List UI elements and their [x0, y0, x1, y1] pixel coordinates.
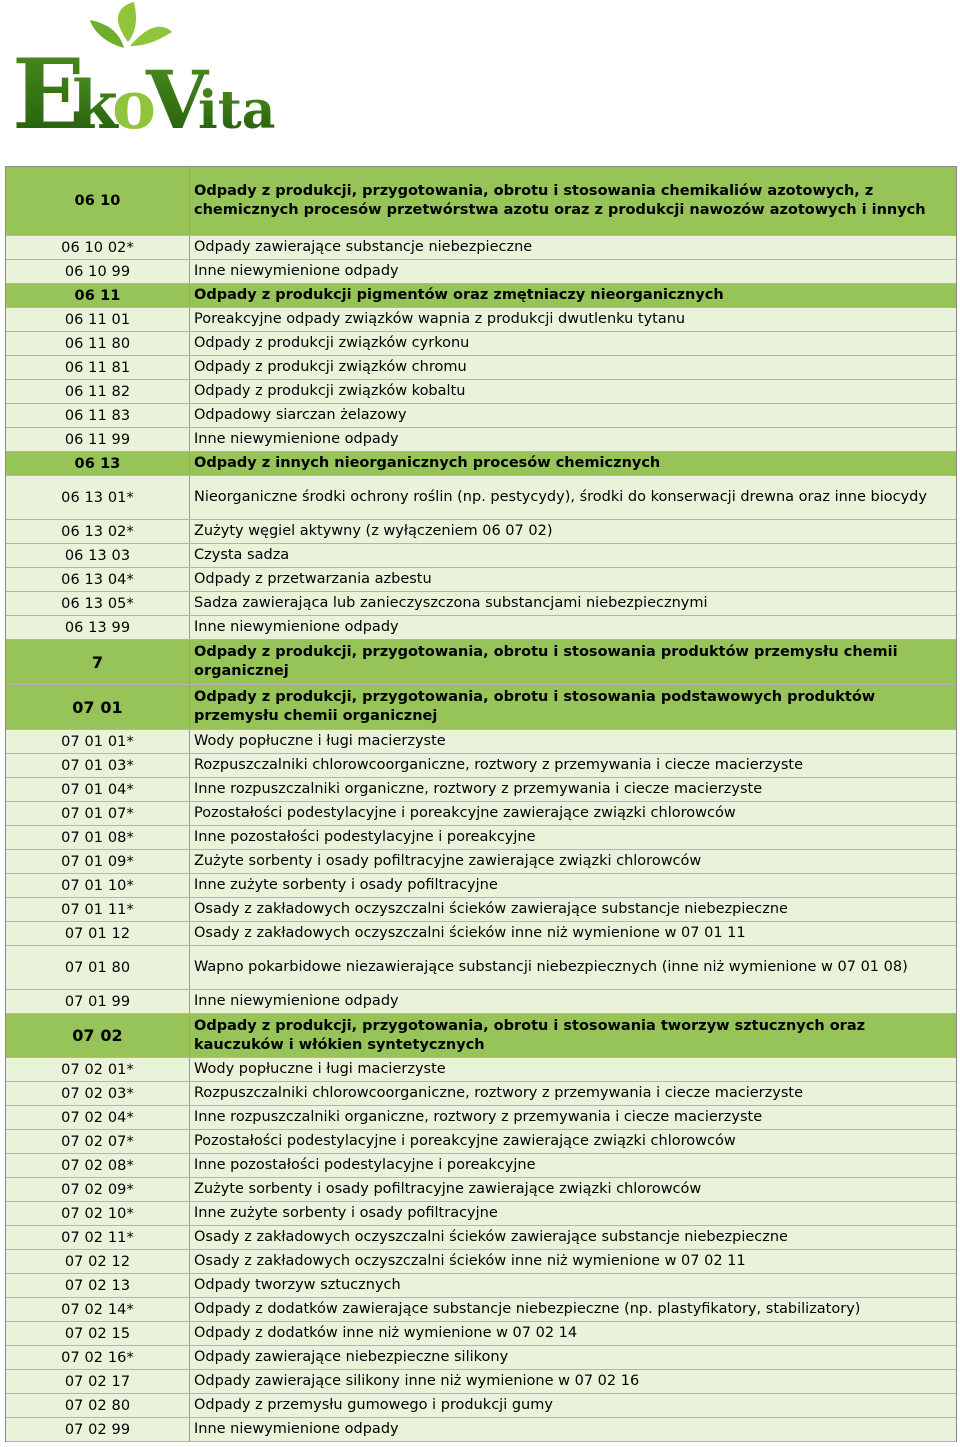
waste-code: 07 02 07* [6, 1130, 190, 1153]
svg-text:E: E [12, 38, 86, 151]
waste-description: Odpady zawierające niebezpieczne silikony [194, 1349, 509, 1365]
table-row [6, 1226, 956, 1250]
waste-description: Odpady z produkcji, przygotowania, obrotu i stosowania podstawowych produktów przemysłu chemii organicznej [194, 689, 876, 724]
waste-code: 07 01 01* [6, 730, 190, 753]
waste-description: Zużyte sorbenty i osady pofiltracyjne zawierające związki chlorowców [194, 853, 702, 869]
table-row [6, 1154, 956, 1178]
waste-code: 07 02 12 [6, 1250, 190, 1273]
waste-code: 06 13 99 [6, 616, 190, 639]
svg-text:k: k [72, 66, 118, 144]
table-row [6, 802, 956, 826]
waste-description: Inne pozostałości podestylacyjne i poreakcyjne [194, 829, 536, 845]
waste-description: Odpady z dodatków inne niż wymienione w 07 02 14 [194, 1325, 578, 1341]
table-row [6, 380, 956, 404]
table-row [6, 685, 956, 730]
waste-code: 06 13 05* [6, 592, 190, 615]
waste-code: 07 01 08* [6, 826, 190, 849]
waste-code: 07 02 10* [6, 1202, 190, 1225]
table-row [6, 1106, 956, 1130]
svg-text:ita: ita [198, 80, 276, 141]
waste-description: Inne zużyte sorbenty i osady pofiltracyjne [194, 877, 498, 893]
waste-description: Odpady z przetwarzania azbestu [194, 571, 432, 587]
waste-description: Sadza zawierająca lub zanieczyszczona substancjami niebezpiecznymi [194, 595, 708, 611]
waste-code: 07 02 14* [6, 1298, 190, 1321]
waste-code: 07 02 15 [6, 1322, 190, 1345]
table-row [6, 874, 956, 898]
waste-description: Odpady zawierające substancje niebezpieczne [194, 239, 533, 255]
waste-code-table [5, 166, 957, 1442]
waste-code: 06 11 01 [6, 308, 190, 331]
table-row [6, 1394, 956, 1418]
waste-description: Odpady z dodatków zawierające substancje niebezpieczne (np. plastyfikatory, stabilizatory) [194, 1301, 861, 1317]
waste-description: Inne zużyte sorbenty i osady pofiltracyjne [194, 1205, 498, 1221]
waste-description: Inne niewymienione odpady [194, 1421, 399, 1437]
table-row [6, 778, 956, 802]
table-row [6, 850, 956, 874]
waste-description: Wody popłuczne i ługi macierzyste [194, 733, 446, 749]
waste-description: Odpady z produkcji związków cyrkonu [194, 335, 470, 351]
waste-code: 06 11 [6, 284, 190, 307]
table-row [6, 1322, 956, 1346]
waste-description: Poreakcyjne odpady związków wapnia z produkcji dwutlenku tytanu [194, 311, 686, 327]
table-row [6, 1346, 956, 1370]
waste-description: Pozostałości podestylacyjne i poreakcyjne zawierające związki chlorowców [194, 1133, 736, 1149]
waste-description: Odpady z produkcji, przygotowania, obrotu i stosowania tworzyw sztucznych oraz kauczuków i włókien syntetycznych [194, 1017, 866, 1053]
waste-description: Rozpuszczalniki chlorowcoorganiczne, roztwory z przemywania i ciecze macierzyste [194, 757, 803, 773]
waste-description: Osady z zakładowych oczyszczalni ścieków inne niż wymienione w 07 02 11 [194, 1253, 746, 1269]
waste-code: 06 13 02* [6, 520, 190, 543]
svg-text:V: V [146, 53, 209, 147]
waste-description: Odpady tworzyw sztucznych [194, 1277, 401, 1293]
waste-description: Czysta sadza [194, 547, 290, 563]
svg-text:o: o [112, 66, 157, 144]
waste-description: Odpady z produkcji pigmentów oraz zmętniaczy nieorganicznych [194, 287, 724, 303]
waste-code: 07 02 08* [6, 1154, 190, 1177]
table-row [6, 284, 956, 308]
table-row [6, 166, 956, 236]
table-row [6, 356, 956, 380]
waste-description: Inne niewymienione odpady [194, 431, 399, 447]
waste-description: Odpady z przemysłu gumowego i produkcji gumy [194, 1397, 553, 1413]
table-row [6, 568, 956, 592]
waste-description: Odpadowy siarczan żelazowy [194, 407, 407, 423]
waste-code: 07 01 [6, 685, 190, 729]
table-row [6, 592, 956, 616]
waste-code: 07 01 80 [6, 946, 190, 989]
waste-code: 06 13 [6, 452, 190, 475]
waste-description: Wody popłuczne i ługi macierzyste [194, 1061, 446, 1077]
waste-code: 07 01 11* [6, 898, 190, 921]
waste-code: 07 01 09* [6, 850, 190, 873]
waste-code: 06 11 83 [6, 404, 190, 427]
table-row [6, 616, 956, 640]
table-row [6, 544, 956, 568]
waste-description: Inne niewymienione odpady [194, 263, 399, 279]
table-row [6, 332, 956, 356]
waste-description: Odpady z produkcji związków chromu [194, 359, 467, 375]
waste-code: 06 11 80 [6, 332, 190, 355]
table-row [6, 1130, 956, 1154]
waste-code: 07 01 99 [6, 990, 190, 1013]
waste-code: 07 01 12 [6, 922, 190, 945]
table-row [6, 1178, 956, 1202]
waste-code: 07 02 16* [6, 1346, 190, 1369]
waste-description: Odpady z produkcji, przygotowania, obrotu i stosowania chemikaliów azotowych, z chemicznych procesów przetwórstwa azotu oraz z produkcji nawozów azotowych i innych [194, 183, 926, 218]
table-row [6, 404, 956, 428]
waste-code: 06 10 99 [6, 260, 190, 283]
table-row [6, 452, 956, 476]
waste-description: Inne niewymienione odpady [194, 993, 399, 1009]
waste-description: Inne rozpuszczalniki organiczne, roztwory z przemywania i ciecze macierzyste [194, 781, 763, 797]
waste-code: 06 11 99 [6, 428, 190, 451]
table-row [6, 308, 956, 332]
waste-description: Odpady zawierające silikony inne niż wymienione w 07 02 16 [194, 1373, 640, 1389]
waste-code: 07 02 17 [6, 1370, 190, 1393]
table-row [6, 1058, 956, 1082]
waste-description: Inne rozpuszczalniki organiczne, roztwory z przemywania i ciecze macierzyste [194, 1109, 763, 1125]
waste-code: 06 13 04* [6, 568, 190, 591]
waste-code: 07 02 13 [6, 1274, 190, 1297]
waste-code: 06 13 01* [6, 476, 190, 519]
waste-description: Odpady z innych nieorganicznych procesów chemicznych [194, 455, 661, 471]
waste-description: Rozpuszczalniki chlorowcoorganiczne, roztwory z przemywania i ciecze macierzyste [194, 1085, 803, 1101]
table-row [6, 826, 956, 850]
waste-code: 06 11 82 [6, 380, 190, 403]
waste-description: Odpady z produkcji, przygotowania, obrotu i stosowania produktów przemysłu chemii organicznej [194, 644, 898, 679]
table-row [6, 476, 956, 520]
waste-description: Inne niewymienione odpady [194, 619, 399, 635]
waste-code: 06 10 [6, 167, 190, 235]
table-row [6, 236, 956, 260]
waste-code: 06 13 03 [6, 544, 190, 567]
waste-description: Osady z zakładowych oczyszczalni ścieków inne niż wymienione w 07 01 11 [194, 925, 746, 941]
waste-code: 07 02 99 [6, 1418, 190, 1441]
leaf-icon [90, 2, 172, 48]
waste-description: Osady z zakładowych oczyszczalni ścieków zawierające substancje niebezpieczne [194, 1229, 788, 1245]
waste-description: Zużyty węgiel aktywny (z wyłączeniem 06 07 02) [194, 523, 553, 539]
ekovita-logo [6, 2, 276, 151]
waste-code: 07 02 03* [6, 1082, 190, 1105]
waste-code: 06 11 81 [6, 356, 190, 379]
waste-code: 07 02 11* [6, 1226, 190, 1249]
waste-code: 06 10 02* [6, 236, 190, 259]
table-row [6, 730, 956, 754]
table-row [6, 1250, 956, 1274]
waste-code: 07 01 07* [6, 802, 190, 825]
table-row [6, 520, 956, 544]
table-row [6, 1298, 956, 1322]
table-row [6, 1082, 956, 1106]
table-row [6, 946, 956, 990]
waste-description: Osady z zakładowych oczyszczalni ścieków zawierające substancje niebezpieczne [194, 901, 788, 917]
table-row [6, 1418, 956, 1442]
table-row [6, 754, 956, 778]
table-row [6, 260, 956, 284]
waste-description: Nieorganiczne środki ochrony roślin (np. pestycydy), środki do konserwacji drewna oraz inne biocydy [194, 489, 927, 505]
waste-description: Pozostałości podestylacyjne i poreakcyjne zawierające związki chlorowców [194, 805, 736, 821]
waste-code: 7 [6, 640, 190, 684]
table-row [6, 1274, 956, 1298]
waste-description: Inne pozostałości podestylacyjne i poreakcyjne [194, 1157, 536, 1173]
waste-code: 07 02 80 [6, 1394, 190, 1417]
waste-code: 07 02 04* [6, 1106, 190, 1129]
waste-description: Zużyte sorbenty i osady pofiltracyjne zawierające związki chlorowców [194, 1181, 702, 1197]
waste-description: Wapno pokarbidowe niezawierające substancji niebezpiecznych (inne niż wymienione w 07 01 08) [194, 959, 908, 975]
waste-code: 07 02 01* [6, 1058, 190, 1081]
table-row [6, 990, 956, 1014]
waste-code: 07 01 04* [6, 778, 190, 801]
waste-code: 07 02 [6, 1014, 190, 1057]
table-row [6, 640, 956, 685]
waste-description: Odpady z produkcji związków kobaltu [194, 383, 466, 399]
waste-code: 07 01 03* [6, 754, 190, 777]
table-row [6, 898, 956, 922]
waste-code: 07 02 09* [6, 1178, 190, 1201]
table-row [6, 1014, 956, 1058]
table-row [6, 1370, 956, 1394]
table-row [6, 922, 956, 946]
table-row [6, 428, 956, 452]
table-row [6, 1202, 956, 1226]
waste-code: 07 01 10* [6, 874, 190, 897]
